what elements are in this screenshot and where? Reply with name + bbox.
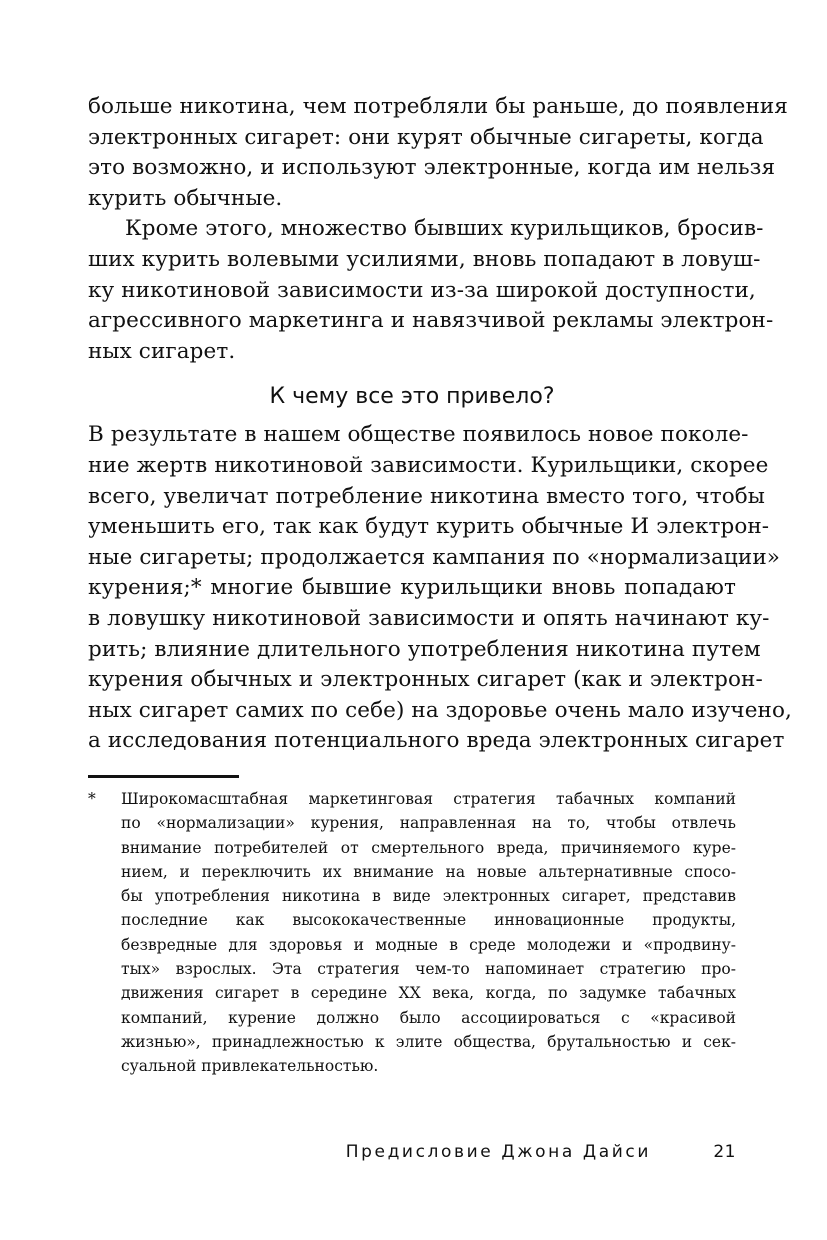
text-line: всего, увеличат потребление никотина вместо того, чтобы [88,483,766,509]
footnote-line: безвредные для здоровья и модные в среде молодежи и «продвину- [121,935,736,954]
footnote-line: внимание потребителей от смертельного вреда, причиняемого куре- [121,838,736,857]
footnote-marker: * [88,790,96,808]
text-line: ных сигарет самих по себе) на здоровье очень мало изучено, [88,697,792,723]
footnote-line: нием, и переключить их внимание на новые альтернативные спосо- [121,862,736,881]
footnote-line [88,787,736,811]
paragraph-continuation [88,92,788,214]
running-footer [88,1138,736,1166]
text-line: электронных сигарет: они курят обычные сигареты, когда [88,124,764,150]
paragraph-consequences [88,420,792,757]
text-line: в ловушку никотиновой зависимости и опять начинают ку- [88,605,770,631]
footnote-line: жизнью», принадлежностью к элите общества, брутальностью и сек- [121,1032,736,1051]
footnote-line: бы употребления никотина в виде электронных сигарет, представив [121,887,736,906]
text-line: курить обычные. [88,185,283,211]
text-line: курения обычных и электронных сигарет (как и электрон- [88,667,763,693]
footnote [88,787,736,1079]
footnote-line: тых» взрослых. Эта стратегия чем-то напоминает стратегию про- [121,960,736,979]
text-line: ку никотиновой зависимости из-за широкой доступности, [88,277,756,303]
text-line: больше никотина, чем потребляли бы раньше, до появления [88,94,788,119]
footnote-line: движения сигарет в середине XX века, когда, по задумке табачных [121,984,736,1003]
text-line: ших курить волевыми усилиями, вновь попадают в ловуш- [88,246,761,272]
footnote-divider [88,775,239,778]
text-line: Кроме этого, множество бывших курильщиков, бросив- [125,216,764,242]
page-number: 21 [713,1142,736,1162]
text-line: В результате в нашем обществе появилось новое поколе- [88,422,749,448]
paragraph-ex-smokers [88,214,774,367]
text-line: а исследования потенциального вреда электронных сигарет [88,728,785,754]
footnote-line: компаний, курение должно было ассоциироваться с «красивой [121,1008,736,1027]
text-line: агрессивного маркетинга и навязчивой рекламы электрон- [88,308,774,334]
footnote-text: Широкомасштабная маркетинговая стратегия табачных компаний [121,790,736,808]
footnote-line: последние как высококачественные инновационные продукты, [121,911,736,930]
book-page-body [88,92,792,757]
text-line: ные сигареты; продолжается кампания по «нормализации» [88,544,781,570]
text-line: рить; влияние длительного употребления никотина путем [88,636,761,662]
text-line: уменьшить его, так как будут курить обычные И электрон- [88,514,770,540]
text-line: курения;* многие бывшие курильщики вновь попадают [88,575,736,601]
footnote-line: по «нормализации» курения, направленная на то, чтобы отвлечь [121,814,736,833]
text-line: ние жертв никотиновой зависимости. Курильщики, скорее [88,452,769,478]
text-line: это возможно, и используют электронные, когда им нельзя [88,155,776,181]
running-title: Предисловие Джона Дайси [345,1142,651,1162]
footnote-line: суальной привлекательностью. [121,1057,379,1076]
text-line: ных сигарет. [88,338,236,364]
section-heading: К чему все это привело? [269,384,555,410]
